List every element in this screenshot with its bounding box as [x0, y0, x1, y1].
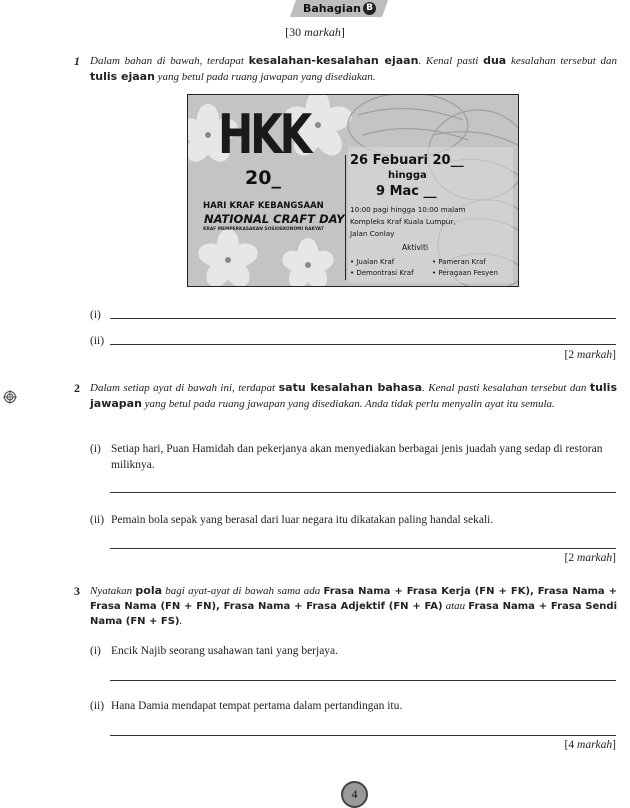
question-1-number: 1 — [74, 54, 80, 68]
question-2-i-label: (i) — [90, 443, 101, 455]
answer-line[interactable] — [110, 318, 616, 319]
poster-time: 10:00 pagi hingga 10:00 malam — [350, 205, 466, 214]
poster-hari-kraf: HARI KRAF KEBANGSAAN — [203, 201, 324, 211]
question-2-ii-label: (ii) — [90, 514, 105, 526]
registration-mark-icon — [3, 390, 17, 404]
question-3-i-text: Encik Najib seorang usahawan tani yang berjaya. — [111, 645, 339, 657]
question-3-instruction: Nyatakan pola bagi ayat-ayat di bawah sama ada Frasa Nama + Frasa Kerja (FN + FK), Frasa Nama + Frasa Nama (FN + FN), Frasa Nama + Frasa Adjektif (FN + FA) atau Frasa Nama + Frasa Sendi Nama (FN + FS). — [90, 584, 617, 627]
craft-day-poster — [187, 94, 519, 287]
poster-tagline: KRAF MEMPERKASAKAN SOSIOEKONOMI RAKYAT — [203, 227, 324, 232]
poster-activity: • Pameran Kraf — [432, 258, 486, 266]
answer-label-i: (i) — [90, 309, 101, 321]
question-3-ii-text: Hana Damia mendapat tempat pertama dalam pertandingan itu. — [111, 700, 403, 712]
question-3-i-label: (i) — [90, 645, 101, 657]
question-2-instruction: Dalam setiap ayat di bawah ini, terdapat satu kesalahan bahasa. Kenal pasti kesalahan tersebut dan tulis jawapan yang betul pada ruang jawapan yang disediakan. Anda tidak perlu menyalin ayat itu semula. — [90, 381, 617, 410]
answer-label-ii: (ii) — [90, 335, 105, 347]
section-label: Bahagian — [303, 2, 361, 15]
poster-hingga: hingga — [388, 170, 427, 181]
page-number: 4 — [351, 787, 358, 801]
poster-year: 20_ — [245, 167, 281, 189]
answer-line[interactable] — [110, 492, 616, 493]
poster-divider — [345, 155, 346, 280]
poster-title: HKK — [218, 103, 310, 166]
poster-activity: • Jualan Kraf — [350, 258, 395, 266]
question-2-ii-text: Pemain bola sepak yang berasal dari luar negara itu dikatakan paling handal sekali. — [111, 514, 494, 526]
poster-national-craft-day: NATIONAL CRAFT DAY — [204, 212, 345, 226]
section-letter-badge: B — [363, 2, 376, 15]
answer-line[interactable] — [110, 548, 616, 549]
question-2-marks: [2 markah] — [564, 552, 616, 564]
question-2-number: 2 — [74, 381, 80, 395]
poster-venue-line-1: Kompleks Kraf Kuala Lumpur, — [350, 217, 456, 226]
poster-activity: • Demontrasi Kraf — [350, 269, 414, 277]
question-1-marks: [2 markah] — [564, 349, 616, 361]
poster-activity: • Peragaan Fesyen — [432, 269, 498, 277]
answer-line[interactable] — [110, 735, 616, 736]
answer-line[interactable] — [110, 344, 616, 345]
question-3-ii-label: (ii) — [90, 700, 105, 712]
poster-venue-line-2: Jalan Conlay — [350, 229, 395, 238]
total-marks: [30 markah] — [285, 25, 345, 39]
poster-activities-heading: Aktiviti — [402, 243, 429, 252]
poster-end-date: 9 Mac __ — [376, 184, 437, 199]
question-3-number: 3 — [74, 584, 80, 598]
poster-start-date: 26 Febuari 20__ — [350, 153, 464, 168]
question-1-instruction: Dalam bahan di bawah, terdapat kesalahan-kesalahan ejaan. Kenal pasti dua kesalahan tersebut dan tulis ejaan yang betul pada ruang jawapan yang disediakan. — [90, 54, 618, 83]
question-2-i-text: Setiap hari, Puan Hamidah dan pekerjanya akan menyediakan berbagai jenis juadah yang sedap di restoran miliknya. — [111, 443, 603, 471]
answer-line[interactable] — [110, 680, 616, 681]
question-3-marks: [4 markah] — [564, 739, 616, 751]
